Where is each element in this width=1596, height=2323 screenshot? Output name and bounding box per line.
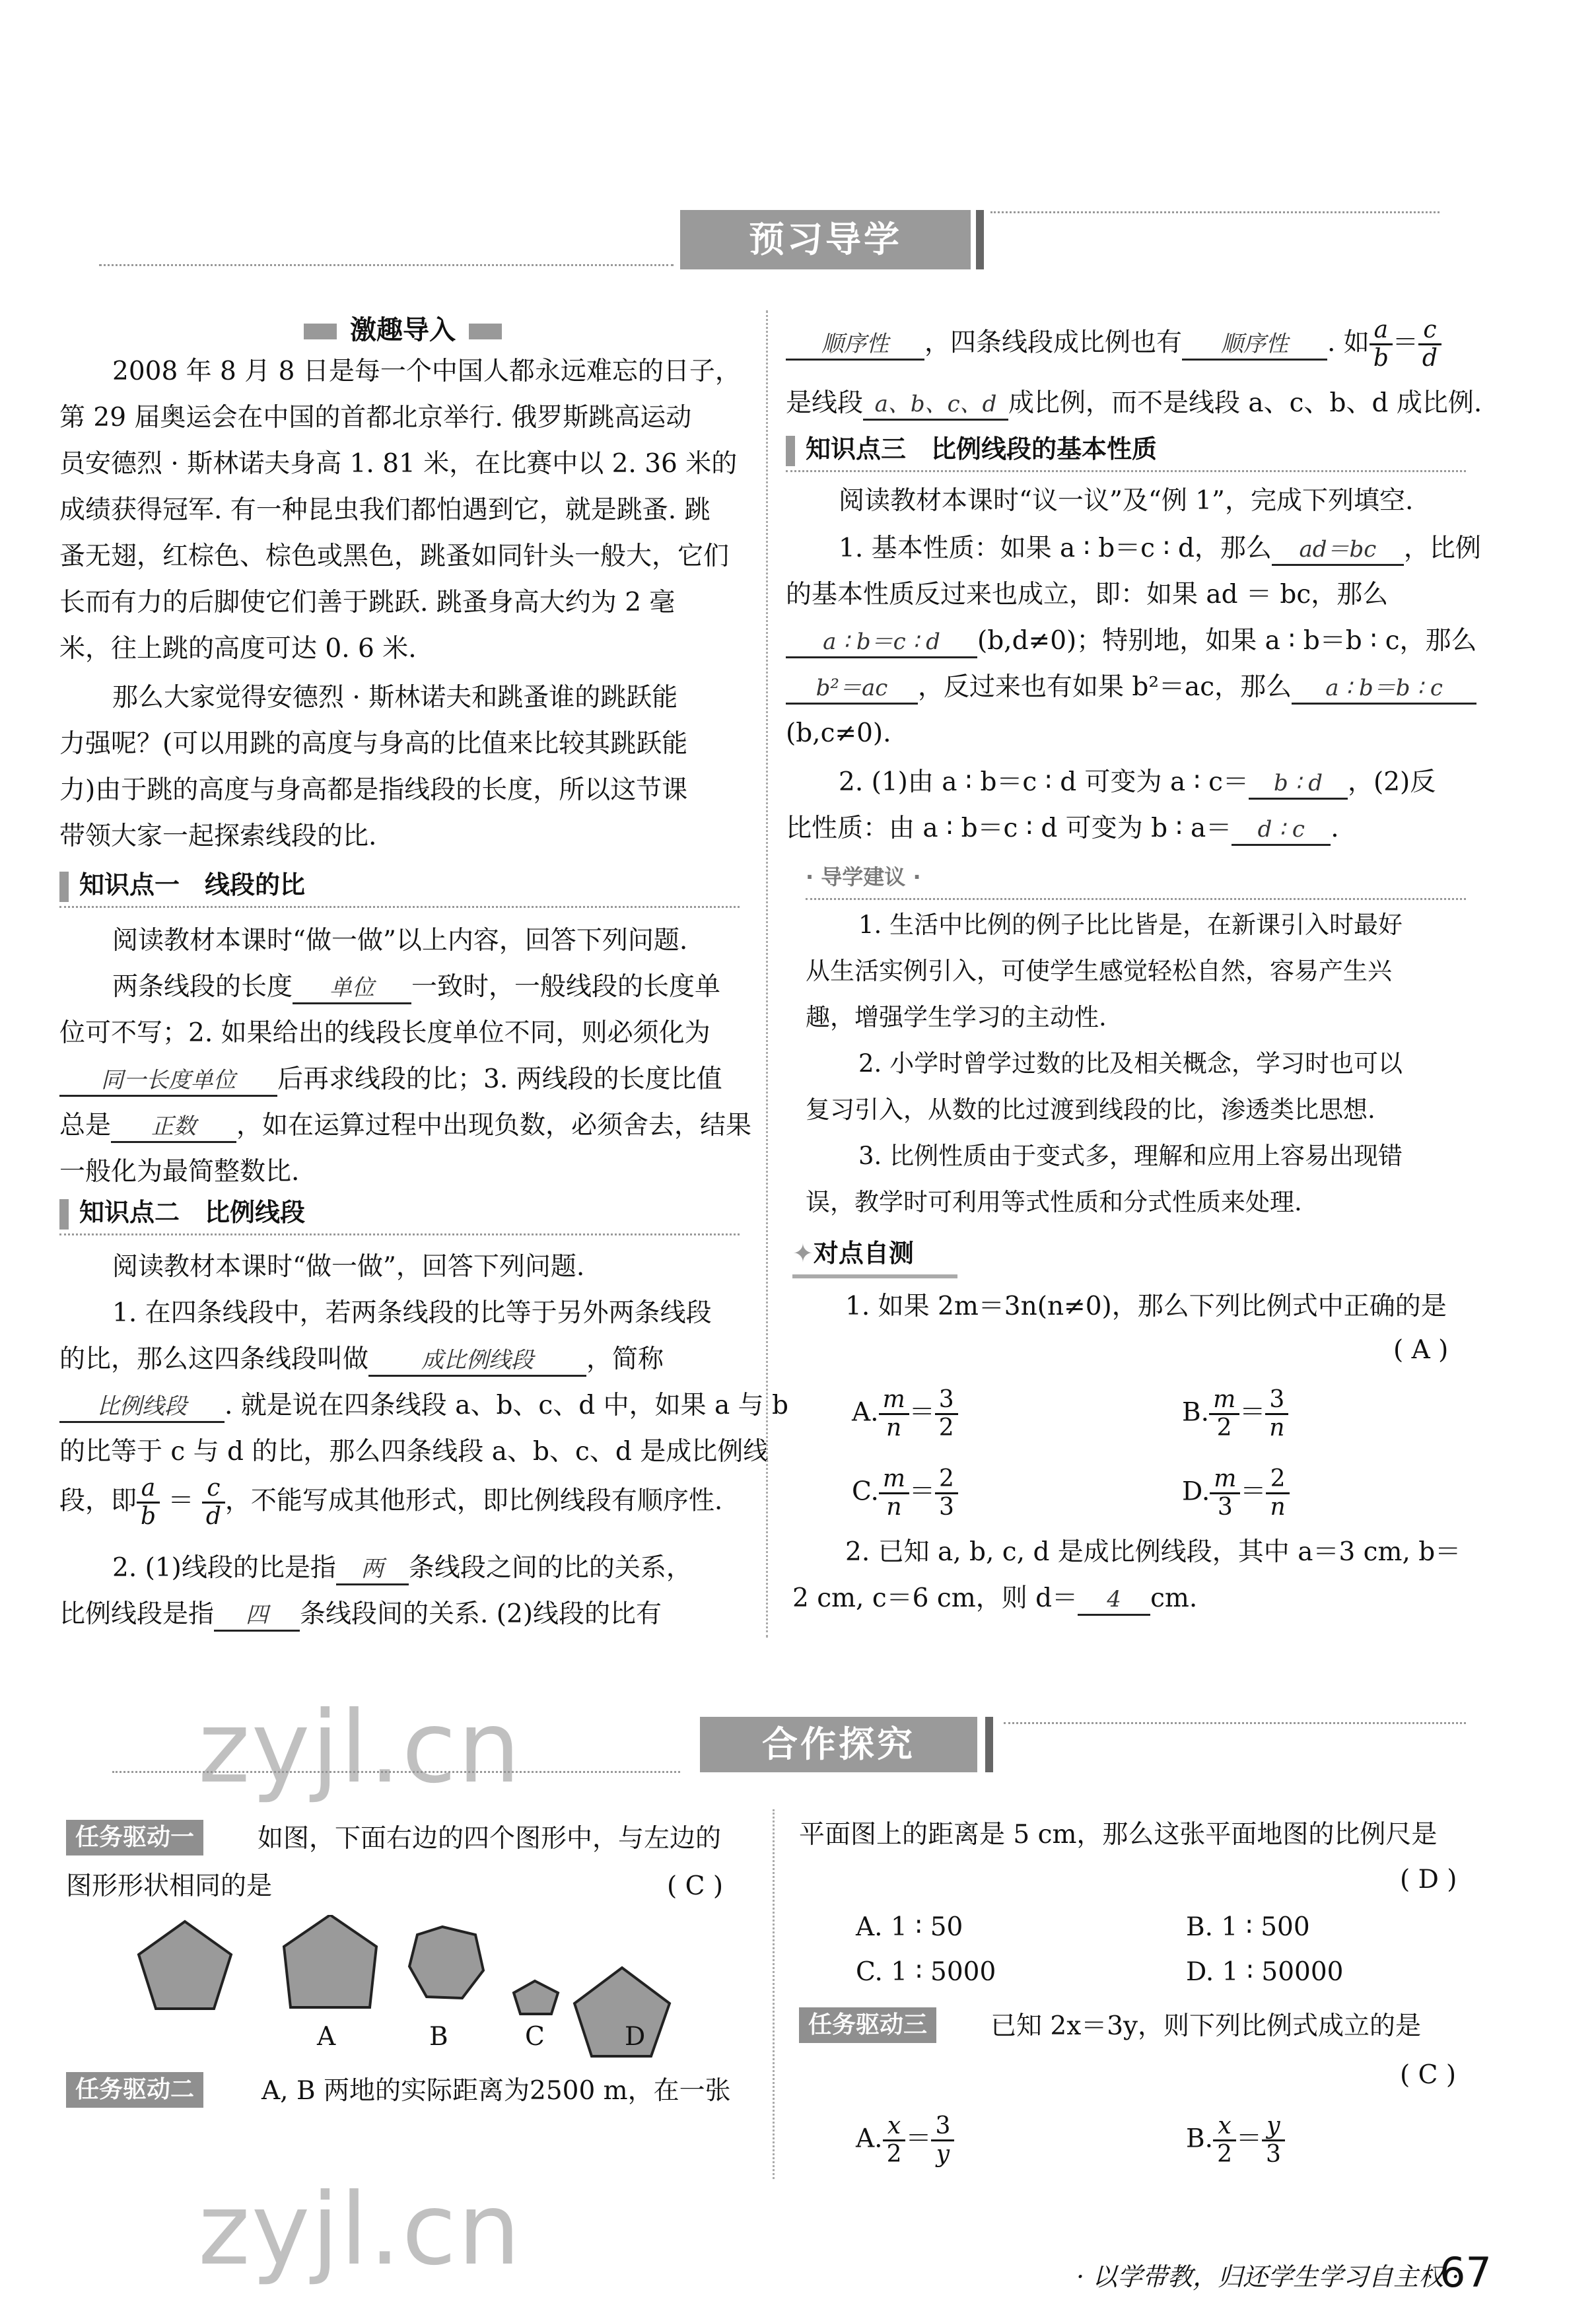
kp3-text-7a: 2. (1)由 a ∶ b＝c ∶ d 可变为 a ∶ c＝ xyxy=(839,767,1249,797)
task3-option-b-label: B. xyxy=(1186,2124,1214,2154)
right-text-2a: 是线段 xyxy=(786,388,864,418)
kp1-text-2b: 一致时，一般线段的长度单 xyxy=(411,972,721,1002)
guide-title: · 导学建议 · xyxy=(806,864,921,889)
intro-line-2: 第 29 届奥运会在中国的首都北京举行. 俄罗斯跳高运动 xyxy=(59,403,692,433)
intro-line-3: 员安德烈 · 斯林诺夫身高 1. 81 米，在比赛中以 2. 36 米的 xyxy=(59,449,738,479)
frac-x-2-num: x xyxy=(883,2113,906,2141)
fraction-c-over-d xyxy=(202,1475,225,1530)
frac-m-2-den: 2 xyxy=(1216,1414,1232,1441)
kp3-text-7b: ，(2)反 xyxy=(1348,767,1436,797)
task2-answer: ( D ) xyxy=(1400,1865,1457,1894)
task2-continuation: 平面图上的距离是 5 cm，那么这张平面地图的比例尺是 xyxy=(799,1820,1438,1850)
kp2-line-5: 的比等于 c 与 d 的比，那么四条线段 a、b、c、d 是成比例线 xyxy=(59,1437,769,1467)
blank-d-value: 4 xyxy=(1078,1585,1150,1616)
intro-title-left-mark xyxy=(304,324,337,339)
selftest-q2-line-1: 2. 已知 a, b, c, d 是成比例线段，其中 a＝3 cm, b＝ xyxy=(845,1537,1461,1567)
blank-ratio-bc: a ∶ b＝b ∶ c xyxy=(1292,674,1476,705)
kp3-line-7 xyxy=(839,759,1436,805)
column-divider-bottom xyxy=(773,1809,775,2179)
selftest-underline xyxy=(792,1274,957,1278)
intro-line-7: 米，往上跳的高度可达 0. 6 米. xyxy=(59,634,417,664)
option-1b-label: B. xyxy=(1182,1397,1210,1428)
frac-x-2b-num: x xyxy=(1213,2113,1236,2141)
blank-b-d: b ∶ d xyxy=(1249,769,1348,800)
blank-abcd: a、b、c、d xyxy=(863,390,1008,421)
kp2-text-8b: 条线段间的关系. (2)线段的比有 xyxy=(300,1599,662,1629)
kp2-title-text: 知识点二 比例线段 xyxy=(79,1198,306,1227)
kp2-text-6a: 段，即 xyxy=(59,1486,137,1516)
frac-m-n-2-den: n xyxy=(886,1494,902,1521)
frac-den-b-right: b xyxy=(1373,345,1389,372)
frac-m-n-num: m xyxy=(879,1387,909,1415)
kp2-blank-short: 比例线段 xyxy=(59,1392,225,1423)
frac-den-d-right: d xyxy=(1422,345,1438,372)
kp3-text-2a: 1. 基本性质：如果 a ∶ b＝c ∶ d，那么 xyxy=(839,534,1272,563)
frac-2-n-den: n xyxy=(1270,1494,1286,1521)
intro-line-4: 成绩获得冠军. 有一种昆虫我们都怕遇到它，就是跳蚤. 跳 xyxy=(59,495,711,525)
kp2-blank-proportional: 成比例线段 xyxy=(368,1346,586,1377)
blank-order-2: 顺序性 xyxy=(1182,329,1327,361)
kp1-line-6: 一般化为最简整数比. xyxy=(59,1157,300,1187)
frac-3-n xyxy=(1265,1387,1288,1441)
frac-2-3-den: 3 xyxy=(939,1494,954,1521)
kp1-text-5a: 总是 xyxy=(59,1111,112,1140)
task2-option-b: B. 1 ∶ 500 xyxy=(1186,1912,1310,1942)
kp3-line-2 xyxy=(839,526,1481,571)
banner2-title: 合作探究 xyxy=(700,1717,977,1772)
kp2-text-8a: 比例线段是指 xyxy=(59,1599,215,1629)
kp2-text-3b: ，简称 xyxy=(586,1344,664,1374)
right-line-2 xyxy=(786,380,1482,426)
kp2-line-7 xyxy=(112,1545,692,1591)
intro-line-6: 长而有力的后脚使它们善于跳跃. 跳蚤身高大约为 2 毫 xyxy=(59,588,676,617)
kp3-text-8a: 比性质：由 a ∶ b＝c ∶ d 可变为 b ∶ a＝ xyxy=(786,814,1232,843)
frac-x-2b xyxy=(1213,2113,1236,2168)
kp1-text-2a: 两条线段的长度 xyxy=(112,972,293,1002)
blank-order-1: 顺序性 xyxy=(786,329,924,361)
frac-x-2-den: 2 xyxy=(886,2141,902,2168)
kp2-line-2: 1. 在四条线段中，若两条线段的比等于另外两条线段 xyxy=(112,1298,712,1328)
kp2-text-6b: ，不能写成其他形式，即比例线段有顺序性. xyxy=(225,1486,723,1516)
blank-ratio-cd: a ∶ b＝c ∶ d xyxy=(786,627,977,658)
page-number: 67 xyxy=(1440,2248,1492,2297)
task2-option-a: A. 1 ∶ 50 xyxy=(856,1912,963,1942)
intro-line-11: 带领大家一起探索线段的比. xyxy=(59,821,377,851)
task1-text: 如图，下面右边的四个图形中，与左边的 xyxy=(258,1824,722,1854)
banner2-right-rule xyxy=(1004,1722,1466,1724)
fraction-c-over-d-right xyxy=(1418,317,1441,372)
watermark-middle: zyjl.cn xyxy=(198,1690,522,1805)
intro-line-9: 力强呢？(可以用跳的高度与身高的比值来比较其跳跃能 xyxy=(59,729,688,759)
hexagon-b xyxy=(409,1927,483,1998)
kp2-text-7b: 条线段之间的比的关系， xyxy=(408,1553,692,1583)
intro-line-10: 力)由于跳的高度与身高都是指线段的长度，所以这节课 xyxy=(59,775,688,805)
task3-label: 任务驱动三 xyxy=(799,2007,936,2043)
frac-num-a: a xyxy=(137,1475,160,1504)
task3-text: 已知 2x＝3y，则下列比例式成立的是 xyxy=(990,2011,1422,2041)
right-text-1b: ，四条线段成比例也有 xyxy=(924,328,1183,358)
kp2-rule xyxy=(59,1233,740,1235)
frac-den-d: d xyxy=(205,1503,221,1530)
guide-line-6: 3. 比例性质由于变式多，理解和应用上容易出现错 xyxy=(858,1142,1403,1170)
option-1d: D. $\frac{m}{3}$ ＝ $\frac{2}{n}$ xyxy=(1182,1466,1290,1521)
banner1-title: 预习导学 xyxy=(680,210,971,269)
frac-x-2b-den: 2 xyxy=(1217,2141,1232,2168)
kp3-line-5 xyxy=(786,664,1476,710)
fraction-a-over-b-right xyxy=(1370,317,1393,372)
equals-sign: ＝ xyxy=(160,1486,202,1516)
frac-m-n-den: n xyxy=(886,1414,902,1441)
selftest-q1-answer: ( A ) xyxy=(1393,1335,1449,1365)
selftest-q2-text-b: 2 cm, c＝6 cm，则 d＝ xyxy=(792,1583,1078,1613)
kp1-line-4 xyxy=(59,1057,722,1102)
intro-title xyxy=(264,310,541,350)
frac-m-3-num: m xyxy=(1210,1466,1240,1494)
banner1-accent-bar xyxy=(976,210,984,269)
kp1-line-5 xyxy=(59,1103,751,1148)
kp1-bar xyxy=(59,872,69,902)
kp2-line-8 xyxy=(59,1591,662,1637)
frac-m-2 xyxy=(1209,1387,1239,1441)
frac-3-2-den: 2 xyxy=(938,1414,954,1441)
frac-m-n xyxy=(879,1387,909,1441)
frac-3-y-num: 3 xyxy=(931,2113,954,2141)
shape-label-b: B xyxy=(429,2022,448,2052)
guide-rule xyxy=(806,898,1466,900)
selftest-q2-line-2 xyxy=(792,1576,1197,1621)
kp3-title xyxy=(786,431,1157,468)
pentagon-c xyxy=(514,1981,558,2014)
frac-y-3-den: 3 xyxy=(1265,2141,1281,2168)
task2-option-d: D. 1 ∶ 50000 xyxy=(1186,1957,1344,1987)
guide-line-1: 1. 生活中比例的例子比比皆是，在新课引入时最好 xyxy=(858,911,1403,939)
frac-num-a-right: a xyxy=(1370,317,1393,345)
kp1-line-2 xyxy=(112,964,720,1010)
pentagon-a xyxy=(284,1915,376,2007)
kp1-text-5b: ，如在运算过程中出现负数，必须舍去，结果 xyxy=(236,1111,752,1140)
footer-slogan: · 以学带教，归还学生学习自主权 · xyxy=(1076,2262,1460,2291)
selftest-title-text: 对点自测 xyxy=(813,1239,914,1268)
frac-m-n-2 xyxy=(879,1466,909,1521)
kp2-bar xyxy=(59,1199,69,1230)
frac-2-3-num: 2 xyxy=(935,1466,958,1494)
frac-3-2-num: 3 xyxy=(935,1387,958,1415)
intro-line-5: 蚤无翅，红棕色、棕色或黑色，跳蚤如同针头一般大，它们 xyxy=(59,541,730,571)
option-1c-label: C. xyxy=(852,1476,879,1507)
intro-line-1: 2008 年 8 月 8 日是每一个中国人都永远难忘的日子， xyxy=(112,357,741,386)
kp2-line-3 xyxy=(59,1336,664,1382)
kp1-title-text: 知识点一 线段的比 xyxy=(79,870,306,899)
reference-pentagon xyxy=(139,1922,231,2009)
kp3-title-text: 知识点三 比例线段的基本性质 xyxy=(806,434,1158,464)
blank-ad-bc: ad＝bc xyxy=(1272,535,1404,566)
guide-line-5: 复习引入，从数的比过渡到线段的比，渗透类比思想. xyxy=(806,1095,1375,1124)
frac-2-n-num: 2 xyxy=(1266,1466,1289,1494)
frac-m-3 xyxy=(1210,1466,1240,1521)
task3-option-b: B. $\frac{x}{2}$ ＝ $\frac{y}{3}$ xyxy=(1186,2113,1285,2168)
kp1-title xyxy=(59,866,305,903)
shape-label-c: C xyxy=(525,2022,545,2052)
task2-option-c: C. 1 ∶ 5000 xyxy=(856,1957,996,1987)
option-1a: A. $\frac{m}{n}$ ＝ $\frac{3}{2}$ xyxy=(852,1387,958,1441)
frac-2-n xyxy=(1266,1466,1289,1521)
guide-line-4: 2. 小学时曾学过数的比及相关概念，学习时也可以 xyxy=(858,1049,1403,1078)
kp1-line-3: 位可不写；2. 如果给出的线段长度单位不同，则必须化为 xyxy=(59,1018,711,1048)
kp3-line-3: 的基本性质反过来也成立，即：如果 ad ＝ bc，那么 xyxy=(786,580,1389,609)
frac-m-3-den: 3 xyxy=(1217,1494,1233,1521)
kp1-text-4b: 后再求线段的比；3. 两线段的长度比值 xyxy=(277,1064,722,1094)
kp2-text-3a: 的比，那么这四条线段叫做 xyxy=(59,1344,369,1374)
option-1b: B. $\frac{m}{2}$ ＝ $\frac{3}{n}$ xyxy=(1182,1387,1288,1441)
pentagon-d xyxy=(574,1968,670,2056)
frac-num-c-right: c xyxy=(1418,317,1441,345)
selftest-title xyxy=(792,1235,914,1272)
right-text-2b: 成比例，而不是线段 a、c、b、d 成比例. xyxy=(1008,388,1482,418)
frac-3-y xyxy=(931,2113,954,2168)
frac-2-3 xyxy=(935,1466,958,1521)
kp3-line-8 xyxy=(786,806,1339,851)
kp1-blank-positive: 正数 xyxy=(111,1112,236,1143)
intro-title-right-mark xyxy=(469,324,502,339)
task1-text-2: 图形形状相同的是 xyxy=(66,1871,273,1901)
kp1-line-1: 阅读教材本课时“做一做”以上内容，回答下列问题. xyxy=(112,926,688,955)
right-line-1 xyxy=(786,317,1441,372)
selftest-q1: 1. 如果 2m＝3n(n≠0)，那么下列比例式中正确的是 xyxy=(845,1292,1447,1321)
option-1c: C. $\frac{m}{n}$ ＝ $\frac{2}{3}$ xyxy=(852,1466,958,1521)
option-1d-label: D. xyxy=(1182,1476,1210,1507)
banner1-left-rule xyxy=(99,264,674,266)
task2-label: 任务驱动二 xyxy=(66,2072,203,2108)
kp2-line-4 xyxy=(59,1383,788,1428)
frac-den-b: b xyxy=(141,1503,156,1530)
frac-num-c: c xyxy=(202,1475,225,1504)
task1-label: 任务驱动一 xyxy=(66,1820,203,1855)
kp3-line-6: (b,c≠0). xyxy=(786,718,891,748)
guide-line-2: 从生活实例引入，可使学生感觉轻松自然，容易产生兴 xyxy=(806,957,1392,985)
frac-m-n-2-num: m xyxy=(879,1466,909,1494)
intro-title-text: 激趣导入 xyxy=(350,315,456,345)
kp3-text-2b: ，比例 xyxy=(1403,534,1481,563)
frac-x-2 xyxy=(883,2113,906,2168)
kp2-line-1: 阅读教材本课时“做一做”，回答下列问题. xyxy=(112,1252,585,1282)
equals-sign-right: ＝ xyxy=(1392,328,1418,358)
right-text-1c: . 如 xyxy=(1327,328,1370,358)
guide-line-7: 误，教学时可利用等式性质和分式性质来处理. xyxy=(806,1188,1302,1216)
task3-answer: ( C ) xyxy=(1400,2060,1457,2090)
frac-3-2 xyxy=(935,1387,958,1441)
option-1a-label: A. xyxy=(852,1397,879,1428)
shape-label-d: D xyxy=(625,2022,646,2052)
blank-b2-ac: b²＝ac xyxy=(786,674,918,705)
kp3-rule xyxy=(786,470,1466,472)
column-divider-top xyxy=(766,310,768,1638)
banner1-right-rule xyxy=(990,211,1440,213)
task1-answer: ( C ) xyxy=(667,1871,724,1901)
frac-y-3 xyxy=(1262,2113,1285,2168)
intro-line-8: 那么大家觉得安德烈 · 斯林诺夫和跳蚤谁的跳跃能 xyxy=(112,683,678,712)
frac-3-y-den: y xyxy=(936,2141,950,2168)
kp2-blank-four: 四 xyxy=(214,1601,300,1632)
banner2-accent-bar xyxy=(985,1717,993,1772)
task3-option-a-label: A. xyxy=(856,2124,883,2154)
watermark-bottom: zyjl.cn xyxy=(198,2172,522,2287)
kp1-rule xyxy=(59,906,740,908)
kp1-blank-same-unit: 同一长度单位 xyxy=(59,1066,277,1097)
fraction-a-over-b xyxy=(137,1475,160,1530)
task3-option-a: A. $\frac{x}{2}$ ＝ $\frac{3}{y}$ xyxy=(856,2113,954,2168)
shape-label-a: A xyxy=(317,2022,336,2052)
kp2-text-4b: . 就是说在四条线段 a、b、c、d 中，如果 a 与 b xyxy=(225,1391,789,1420)
frac-3-n-num: 3 xyxy=(1265,1387,1288,1415)
blank-d-c: d ∶ c xyxy=(1232,815,1331,846)
diamond-icon: ✦ xyxy=(792,1239,814,1268)
kp3-text-5b: ，反过来也有如果 b²＝ac，那么 xyxy=(918,672,1292,702)
selftest-q2-text-c: cm. xyxy=(1150,1583,1198,1613)
kp3-line-4 xyxy=(786,618,1477,664)
kp2-blank-two: 两 xyxy=(336,1554,409,1585)
kp3-text-4b: (b,d≠0)；特别地，如果 a ∶ b＝b ∶ c，那么 xyxy=(977,626,1477,656)
frac-y-3-num: y xyxy=(1262,2113,1285,2141)
guide-line-3: 趣，增强学生学习的主动性. xyxy=(806,1003,1107,1031)
kp1-blank-unit: 单位 xyxy=(293,973,411,1004)
kp2-title xyxy=(59,1194,305,1231)
kp3-bar xyxy=(786,436,795,466)
task2-text: A, B 两地的实际距离为2500 m，在一张 xyxy=(261,2076,731,2106)
kp3-text-8b: . xyxy=(1331,814,1339,843)
frac-3-n-den: n xyxy=(1269,1414,1285,1441)
kp2-line-6 xyxy=(59,1475,722,1530)
frac-m-2-num: m xyxy=(1209,1387,1239,1415)
kp3-line-1: 阅读教材本课时“议一议”及“例 1”，完成下列填空. xyxy=(839,486,1414,516)
kp2-text-7a: 2. (1)线段的比是指 xyxy=(112,1553,336,1583)
